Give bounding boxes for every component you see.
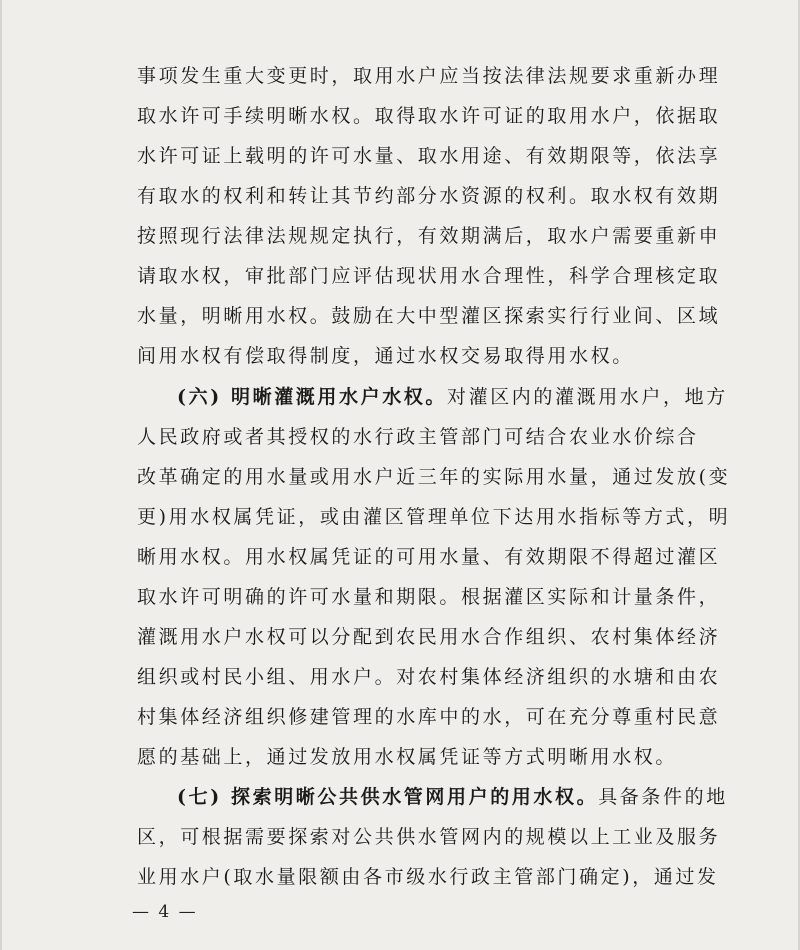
paragraph-line: 业用水户(取水量限额由各市级水行政主管部门确定)，通过发 xyxy=(137,866,719,888)
paragraph-line: 灌溉用水户水权可以分配到农民用水合作组织、农村集体经济 xyxy=(137,626,721,648)
paragraph-line: 更)用水权属凭证，或由灌区管理单位下达用水指标等方式，明 xyxy=(137,506,731,528)
paragraph-line: 组织或村民小组、用水户。对农村集体经济组织的水塘和由农 xyxy=(137,666,721,688)
paragraph-line: 水量，明晰用水权。鼓励在大中型灌区探索实行行业间、区域 xyxy=(137,305,721,327)
paragraph-line: 人民政府或者其授权的水行政主管部门可结合农业水价综合 xyxy=(137,426,699,448)
section-7-first-text: 具备条件的地 xyxy=(598,786,728,808)
section-6-first-line xyxy=(177,380,728,414)
paragraph-line: 村集体经济组织修建管理的水库中的水，可在充分尊重村民意 xyxy=(137,706,721,728)
section-7-heading: (七) 探索明晰公共供水管网用户的用水权。 xyxy=(177,786,599,808)
paragraph-line: 按照现行法律法规规定执行，有效期满后，取水户需要重新申 xyxy=(137,225,721,247)
paragraph-line: 间用水权有偿取得制度，通过水权交易取得用水权。 xyxy=(137,345,634,367)
paragraph-line: 取水许可手续明晰水权。取得取水许可证的取用水户，依据取 xyxy=(137,105,721,127)
paragraph-line: 请取水权，审批部门应评估现状用水合理性，科学合理核定取 xyxy=(137,265,721,287)
paragraph-line: 晰用水权。用水权属凭证的可用水量、有效期限不得超过灌区 xyxy=(137,546,721,568)
paragraph-line: 取水许可明确的许可水量和期限。根据灌区实际和计量条件， xyxy=(137,586,721,608)
page-number: — 4 — xyxy=(132,902,198,922)
paragraph-line: 区，可根据需要探索对公共供水管网内的规模以上工业及服务 xyxy=(137,826,721,848)
section-6-first-text: 对灌区内的灌溉用水户，地方 xyxy=(447,386,728,408)
paragraph-line: 事项发生重大变更时，取用水户应当按法律法规要求重新办理 xyxy=(137,65,721,87)
paragraph-line: 水许可证上载明的许可水量、取水用途、有效期限等，依法享 xyxy=(137,145,721,167)
paragraph-line: 愿的基础上，通过发放用水权属凭证等方式明晰用水权。 xyxy=(137,746,678,768)
section-6-heading: (六) 明晰灌溉用水户水权。 xyxy=(177,386,447,408)
paragraph-line: 有取水的权利和转让其节约部分水资源的权利。取水权有效期 xyxy=(137,185,721,207)
section-7-first-line xyxy=(177,780,728,814)
paragraph-line: 改革确定的用水量或用水户近三年的实际用水量，通过发放(变 xyxy=(137,466,731,488)
